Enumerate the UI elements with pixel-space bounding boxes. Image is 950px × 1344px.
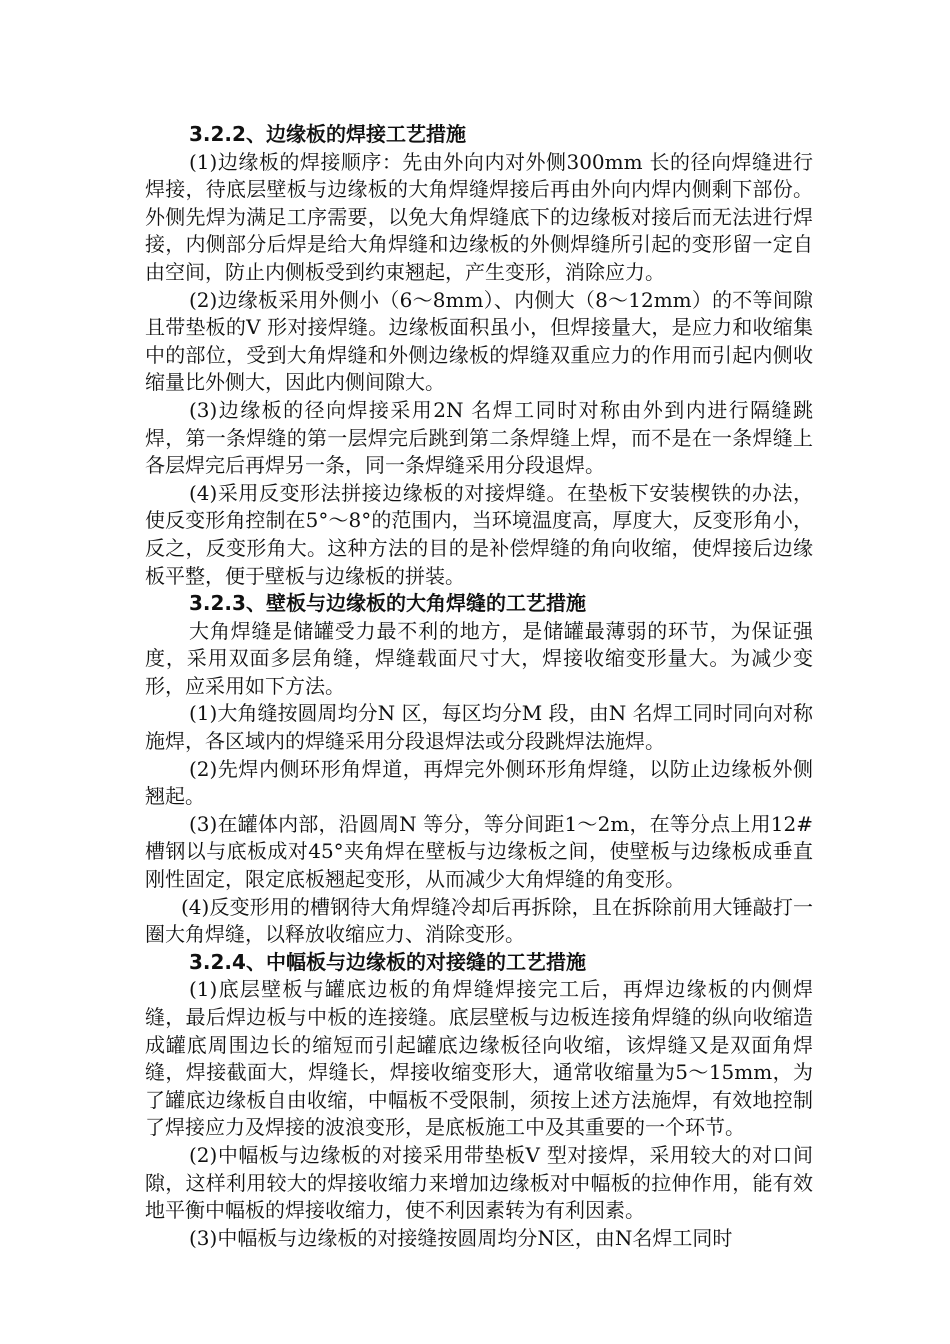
paragraph-3-2-4-3: (3)中幅板与边缘板的对接缝按圆周均分N区，由N名焊工同时 — [189, 1225, 733, 1250]
paragraph-3-2-3-3: (3)在罐体内部，沿圆周N 等分，等分间距1～2m，在等分点上用12#槽钢以与底板成对45°夹角焊在壁板与边缘板之间，使壁板与边缘板成垂直刚性固定，限定底板翘起变形，从而减少大角焊缝的角变形。 — [145, 811, 813, 892]
paragraph-3-2-4-2: (2)中幅板与边缘板的对接采用带垫板V 型对接焊，采用较大的对口间隙，这样利用较大的焊接收缩力来增加边缘板对中幅板的拉伸作用，能有效地平衡中幅板的焊接收缩力，使不利因素转为有利因素。 — [145, 1142, 813, 1223]
paragraph-3-2-3-2: (2)先焊内侧环形角焊道，再焊完外侧环形角焊缝，以防止边缘板外侧翘起。 — [145, 756, 813, 809]
section-heading-3-2-2: 3.2.2、边缘板的焊接工艺措施 — [189, 122, 466, 146]
section-heading-3-2-4: 3.2.4、中幅板与边缘板的对接缝的工艺措施 — [189, 949, 586, 974]
paragraph-3-2-2-1: (1)边缘板的焊接顺序：先由外向内对外侧300mm 长的径向焊缝进行焊接，待底层壁板与边缘板的大角焊缝焊接后再由外向内焊内侧剩下部份。外侧先焊为满足工序需要，以免大角焊缝底下的边缘板对接后而无法进行焊接，内侧部分后焊是给大角焊缝和边缘板的外侧焊缝所引起的变形留一定自由空间，防止内侧板受到约束翘起，产生变形，消除应力。 — [145, 149, 813, 284]
paragraph-3-2-2-2: (2)边缘板采用外侧小（6～8mm）、内侧大（8～12mm）的不等间隙且带垫板的V 形对接焊缝。边缘板面积虽小，但焊接量大，是应力和收缩集中的部位，受到大角焊缝和外侧边缘板的焊缝双重应力的作用而引起内侧收缩量比外侧大，因此内侧间隙大。 — [145, 287, 813, 395]
section-heading-3-2-3: 3.2.3、壁板与边缘板的大角焊缝的工艺措施 — [189, 591, 586, 616]
paragraph-3-2-2-4: (4)采用反变形法拼接边缘板的对接焊缝。在垫板下安装楔铁的办法，使反变形角控制在5°～8°的范围内，当环境温度高，厚度大，反变形角小，反之，反变形角大。这种方法的目的是补偿焊缝的角向收缩，使焊接后边缘板平整，便于壁板与边缘板的拼装。 — [145, 480, 813, 588]
paragraph-3-2-3-intro: 大角焊缝是储罐受力最不利的地方，是储罐最薄弱的环节，为保证强度，采用双面多层角缝，焊缝载面尺寸大，焊接收缩变形量大。为减少变形，应采用如下方法。 — [145, 618, 813, 698]
paragraph-3-2-2-3: (3)边缘板的径向焊接采用2N 名焊工同时对称由外到内进行隔缝跳焊，第一条焊缝的第一层焊完后跳到第二条焊缝上焊，而不是在一条焊缝上各层焊完后再焊另一条，同一条焊缝采用分段退焊。 — [145, 397, 813, 478]
document-body — [145, 121, 813, 1252]
paragraph-3-2-3-1: (1)大角缝按圆周均分N 区，每区均分M 段，由N 名焊工同时同向对称施焊，各区域内的焊缝采用分段退焊法或分段跳焊法施焊。 — [145, 701, 813, 754]
paragraph-3-2-3-4: (4)反变形用的槽钢待大角焊缝冷却后再拆除，且在拆除前用大锤敲打一圈大角焊缝，以释放收缩应力、消除变形。 — [145, 894, 813, 947]
paragraph-3-2-4-1: (1)底层壁板与罐底边板的角焊缝焊接完工后，再焊边缘板的内侧焊缝，最后焊边板与中板的连接缝。底层壁板与边板连接角焊缝的纵向收缩造成罐底周围边长的缩短而引起罐底边缘板径向收缩，该焊缝又是双面角焊缝，焊接截面大，焊缝长，焊接收缩变形大，通常收缩量为5～15mm，为了罐底边缘板自由收缩，中幅板不受限制，须按上述方法施焊，有效地控制了焊接应力及焊接的波浪变形，是底板施工中及其重要的一个环节。 — [145, 977, 813, 1140]
